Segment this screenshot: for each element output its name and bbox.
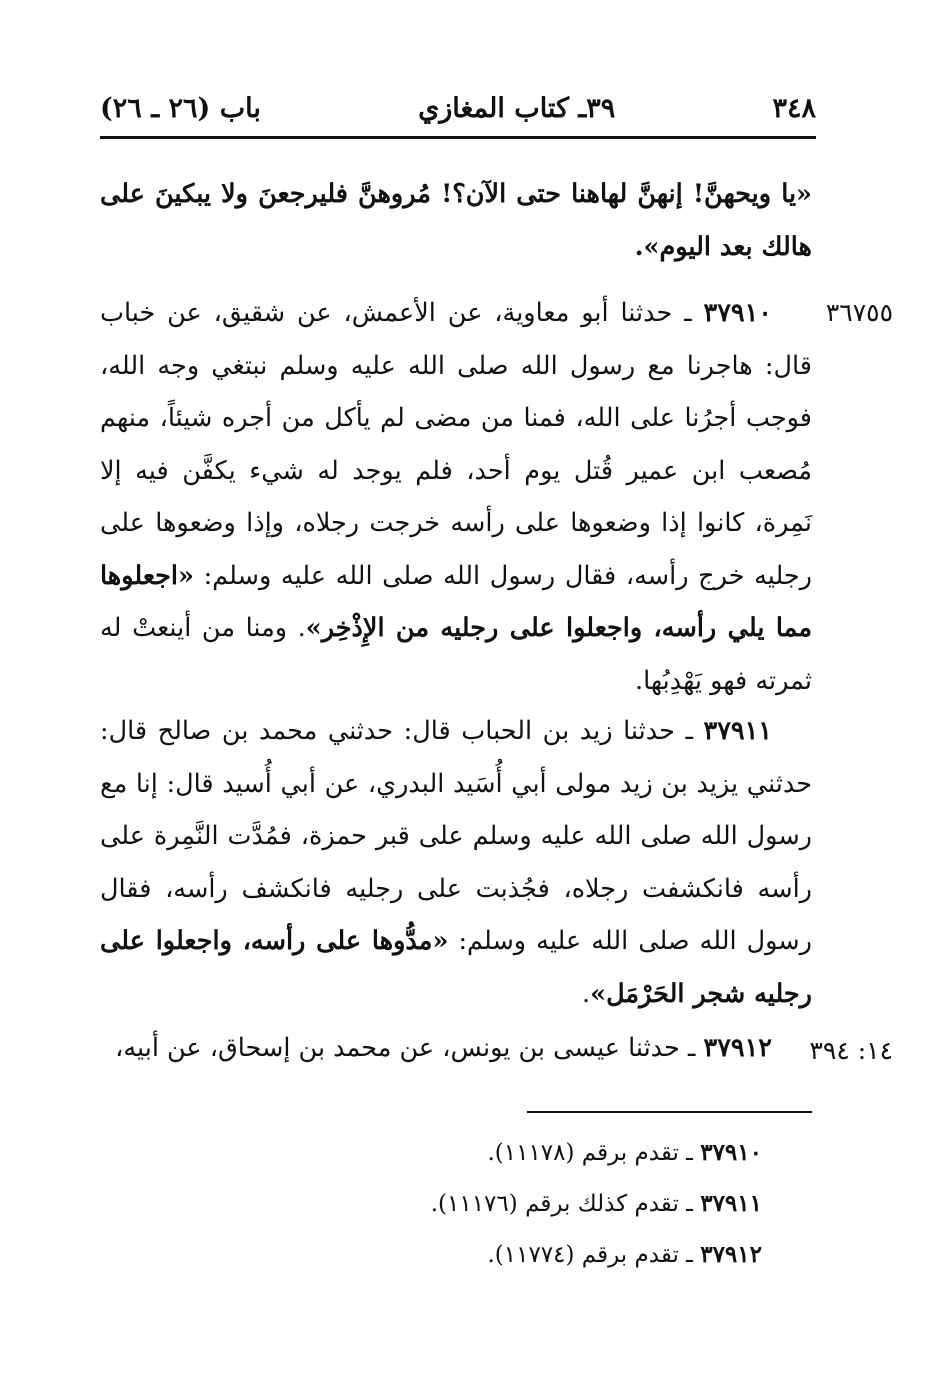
hadith-separator: ـ xyxy=(672,298,704,328)
margin-reference: ١٤: ٣٩٤ xyxy=(809,1036,893,1065)
hadith-number: ٣٧٩١٢ xyxy=(703,1033,772,1063)
footnote xyxy=(100,1189,762,1219)
footnote-number: ٣٧٩١١ xyxy=(700,1190,762,1217)
footnote-text: ـ تقدم كذلك برقم (١١١٧٦). xyxy=(430,1191,701,1217)
footnote xyxy=(100,1240,762,1270)
margin-reference: ٣٦٧٥٥ xyxy=(825,298,893,327)
hadith-number: ٣٧٩١١ xyxy=(703,716,772,746)
hadith-paragraph xyxy=(100,1022,812,1075)
footnote-number: ٣٧٩١٠ xyxy=(700,1139,762,1166)
prophetic-quote: «مدُّوها على رأسه، واجعلوا على رجليه شجر الحَرْمَل» xyxy=(100,926,812,1009)
footnote-rule xyxy=(527,1111,812,1113)
header-rule xyxy=(100,136,816,139)
hadith-text-end: . ومنا من أينعتْ له ثمرته فهو يَهْدِبُها. xyxy=(100,613,812,696)
footnote xyxy=(100,1138,762,1168)
footnote-text: ـ تقدم برقم (١١٧٧٤). xyxy=(487,1242,701,1268)
hadith-text-end: . xyxy=(582,978,591,1009)
intro-text: «يا ويحهنَّ! إنهنَّ لهاهنا حتى الآن؟! مُروهنَّ فليرجعنَ ولا يبكينَ على هالك بعد اليوم». xyxy=(100,179,812,262)
hadith-paragraph xyxy=(100,705,812,1020)
footnote-text: ـ تقدم برقم (١١١٧٨). xyxy=(487,1140,701,1166)
footnote-number: ٣٧٩١٢ xyxy=(700,1241,762,1268)
hadith-text: حدثنا زيد بن الحباب قال: حدثني محمد بن صالح قال: حدثني يزيد بن زيد مولى أبي أُسَيد البدري، عن أبي أُسيد قال: إنا مع رسول الله صلى الله عليه وسلم على قبر حمزة، فمُدَّت النَّمِرة على رأسه فانكشفت رجلاه، فجُذبت على رجليه فانكشف رأسه، فقال رسول الله صلى الله عليه وسلم: xyxy=(100,716,812,956)
page-number: ٣٤٨ xyxy=(772,92,816,124)
hadith-text: حدثنا عيسى بن يونس، عن محمد بن إسحاق، عن أبيه، xyxy=(115,1033,680,1063)
hadith-separator: ـ xyxy=(679,1033,704,1063)
chapter-label: باب (٢٦ ـ ٢٦) xyxy=(100,92,261,124)
page-header xyxy=(100,88,816,128)
hadith-text: حدثنا أبو معاوية، عن الأعمش، عن شقيق، عن خباب قال: هاجرنا مع رسول الله صلى الله عليه وسلم نبتغي وجه الله، فوجب أجرُنا على الله، فمنا من مضى لم يأكل من أجره شيئاً، منهم مُصعب ابن عمير قُتل يوم أحد، فلم يوجد له شيء يكفَّن فيه إلا نَمِرة، كانوا إذا وضعوها على رأسه خرجت رجلاه، وإذا وضعوها على رجليه خرج رأسه، فقال رسول الله صلى الله عليه وسلم: xyxy=(100,298,812,591)
intro-paragraph xyxy=(100,168,812,273)
book-title: ٣٩ـ كتاب المغازي xyxy=(418,92,616,124)
hadith-paragraph xyxy=(100,287,812,707)
prophetic-quote: «اجعلوها مما يلي رأسه، واجعلوا على رجليه من الإِذْخِر» xyxy=(100,560,812,643)
hadith-separator: ـ xyxy=(674,716,704,746)
hadith-number: ٣٧٩١٠ xyxy=(703,298,772,328)
